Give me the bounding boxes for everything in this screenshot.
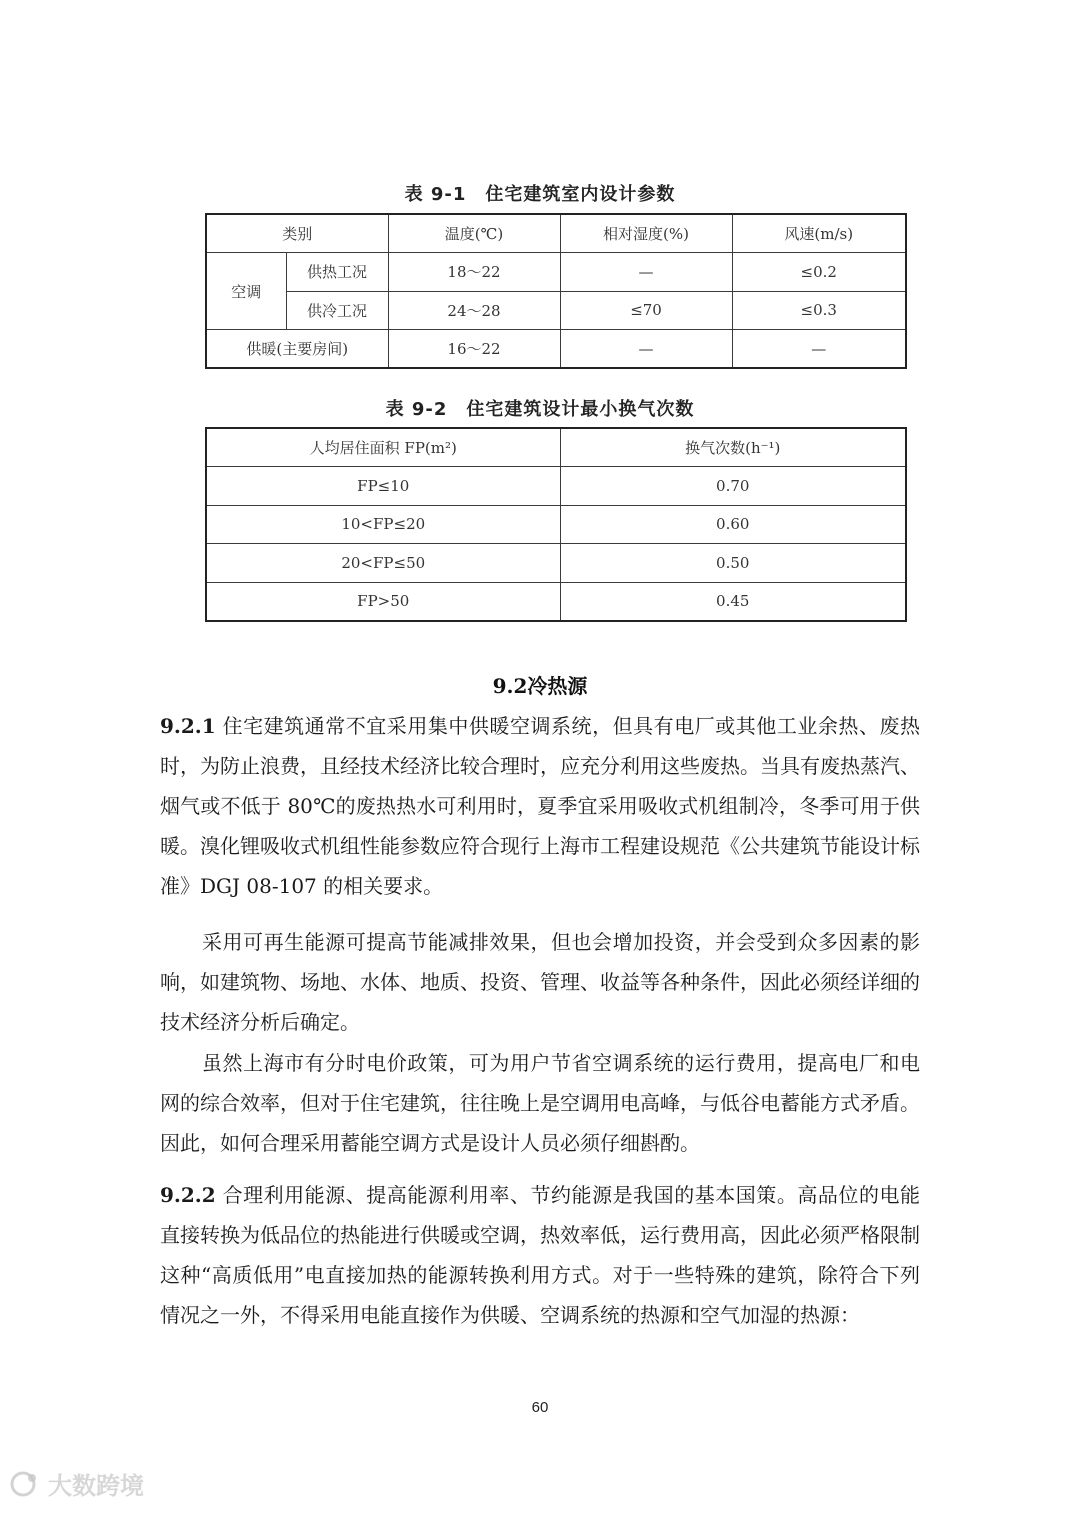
- paragraph-text: 住宅建筑通常不宜采用集中供暖空调系统，但具有电厂或其他工业余热、废热时，为防止浪费，且经技术经济比较合理时，应充分利用这些废热。当具有废热蒸汽、烟气或不低于 80℃的废热热水可利用时，夏季宜采用吸收式机组制冷，冬季可用于供暖。溴化锂吸收式机组性能参数应符合现行上海市工程建设规范《公共建筑节能设计标准》DGJ 08-107 的相关要求。: [160, 714, 920, 898]
- group-label-aircon: 空调: [206, 253, 286, 330]
- cell-wind-speed: ≤0.2: [732, 253, 906, 292]
- paragraph-9-2-2: [160, 1175, 920, 1335]
- row-label: 供热工况: [286, 253, 388, 292]
- row-label: 供暖(主要房间): [206, 330, 388, 369]
- cell-wind-speed: —: [732, 330, 906, 369]
- row-label: 供冷工况: [286, 291, 388, 330]
- cell-humidity: —: [560, 253, 732, 292]
- cell-temperature: 24～28: [388, 291, 560, 330]
- header-category: 类别: [206, 214, 388, 253]
- table-row: [206, 544, 906, 583]
- clause-number: 9.2.2: [160, 1183, 216, 1207]
- watermark-logo-icon: [8, 1469, 42, 1499]
- cell-area: FP≤10: [206, 467, 560, 506]
- cell-rate: 0.60: [560, 505, 906, 544]
- section-heading: 9.2冷热源: [492, 674, 588, 698]
- table-9-1-caption: 表 9-1 住宅建筑室内设计参数: [404, 184, 676, 205]
- table-row: [206, 505, 906, 544]
- header-air-change-rate: 换气次数(h⁻¹): [560, 428, 906, 467]
- header-wind-speed: 风速(m/s): [732, 214, 906, 253]
- table-9-2-caption: 表 9-2 住宅建筑设计最小换气次数: [385, 399, 695, 420]
- cell-wind-speed: ≤0.3: [732, 291, 906, 330]
- paragraph-9-2-1: [160, 706, 920, 906]
- paragraph-text: 合理利用能源、提高能源利用率、节约能源是我国的基本国策。高品位的电能直接转换为低品位的热能进行供暖或空调，热效率低，运行费用高，因此必须严格限制这种“高质低用”电直接加热的能源转换利用方式。对于一些特殊的建筑，除符合下列情况之一外，不得采用电能直接作为供暖、空调系统的热源和空气加湿的热源：: [160, 1183, 920, 1327]
- table-9-2: [205, 427, 907, 622]
- table-header-row: [206, 428, 906, 467]
- header-area: 人均居住面积 FP(m²): [206, 428, 560, 467]
- table-row: [206, 330, 906, 369]
- cell-rate: 0.50: [560, 544, 906, 583]
- paragraph-renewable: 采用可再生能源可提高节能减排效果，但也会增加投资，并会受到众多因素的影响，如建筑物、场地、水体、地质、投资、管理、收益等各种条件，因此必须经详细的技术经济分析后确定。: [160, 930, 920, 1034]
- table-row: [206, 582, 906, 621]
- cell-area: 20<FP≤50: [206, 544, 560, 583]
- table-row: [206, 467, 906, 506]
- cell-area: 10<FP≤20: [206, 505, 560, 544]
- table-9-1: [205, 213, 907, 369]
- table-header-row: [206, 214, 906, 253]
- watermark-text: 大数跨境: [48, 1472, 144, 1500]
- cell-rate: 0.45: [560, 582, 906, 621]
- cell-rate: 0.70: [560, 467, 906, 506]
- cell-temperature: 18～22: [388, 253, 560, 292]
- header-temperature: 温度(℃): [388, 214, 560, 253]
- cell-humidity: —: [560, 330, 732, 369]
- cell-area: FP>50: [206, 582, 560, 621]
- header-humidity: 相对湿度(%): [560, 214, 732, 253]
- cell-temperature: 16～22: [388, 330, 560, 369]
- clause-number: 9.2.1: [160, 714, 216, 738]
- table-row: [206, 291, 906, 330]
- paragraph-tou-pricing: 虽然上海市有分时电价政策，可为用户节省空调系统的运行费用，提高电厂和电网的综合效率，但对于住宅建筑，往往晚上是空调用电高峰，与低谷电蓄能方式矛盾。因此，如何合理采用蓄能空调方式是设计人员必须仔细斟酌。: [160, 1051, 920, 1155]
- table-row: [206, 253, 906, 292]
- page-number: 60: [531, 1399, 549, 1416]
- watermark: [8, 1466, 144, 1501]
- cell-humidity: ≤70: [560, 291, 732, 330]
